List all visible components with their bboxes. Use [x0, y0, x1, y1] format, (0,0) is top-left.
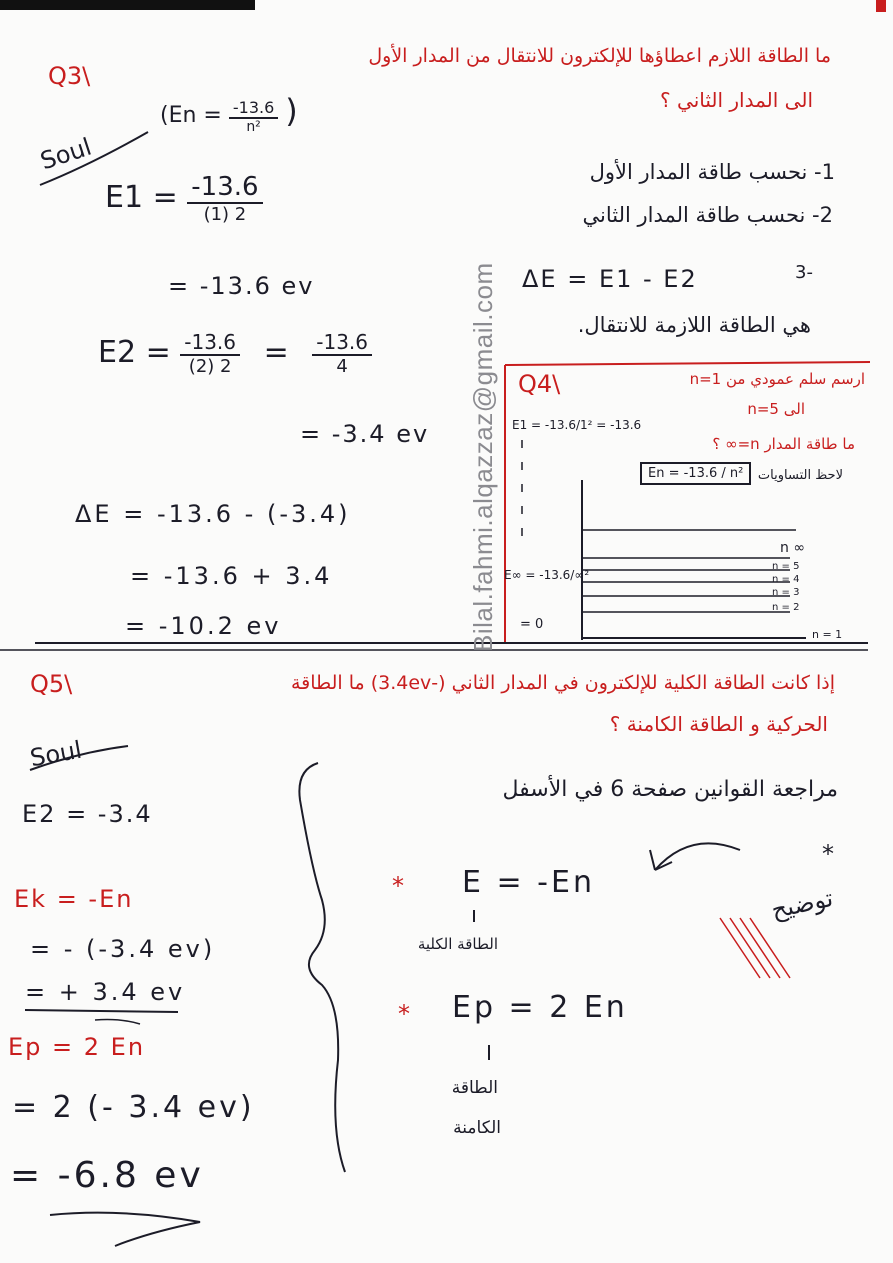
q3-step-1: 1- نحسب طاقة المدار الأول: [589, 160, 835, 184]
e2-den-2: 4: [336, 356, 348, 377]
e1-num: -13.6: [187, 172, 262, 204]
q5-e2-line: E2 = -3.4: [22, 800, 153, 828]
e1-den: (1) 2: [203, 204, 247, 225]
q4-question-line2: الى n=5: [747, 400, 805, 418]
level-label-3: n = 3: [772, 587, 800, 598]
q3-e2-calc: [98, 330, 372, 377]
q4-e-infinity-val: = 0: [520, 617, 544, 632]
e2-fraction: [180, 330, 240, 377]
e2-num: -13.6: [180, 330, 240, 356]
q3-e2-result: = -3.4 ev: [300, 420, 430, 448]
e2-num-2: -13.6: [312, 330, 372, 356]
e2-eq: =: [263, 335, 289, 370]
q5-sol-label: Soul: [27, 735, 84, 773]
level-label-4: n = 4: [772, 574, 800, 585]
q3-step-2: 2- نحسب طاقة المدار الثاني: [582, 203, 833, 227]
q3-label: Q3\: [48, 62, 91, 90]
q3-step-delta: ΔE = E1 - E2: [522, 265, 698, 293]
formula-num: -13.6: [229, 98, 278, 119]
q5-corner-star: *: [822, 840, 834, 868]
q4-question-line1: ارسم سلم عمودي من n=1: [689, 370, 865, 388]
q3-step-3-number: 3-: [795, 262, 813, 283]
q5-law2: Ep = 2 En: [452, 990, 628, 1025]
q3-e1-calc: [105, 172, 263, 225]
q5-law2-label2: الكامنة: [453, 1118, 501, 1138]
e1-lhs: E1 =: [105, 180, 178, 215]
q3-delta-line2: = -13.6 + 3.4: [130, 562, 333, 590]
e1-fraction: [187, 172, 262, 225]
q4-formula-box: En = -13.6 / n²: [640, 462, 751, 485]
q5-law2-star: *: [398, 1000, 410, 1028]
e2-fraction-2: [312, 330, 372, 377]
q5-potential-step: = 2 (- 3.4 ev): [12, 1090, 255, 1125]
q3-sol-label: Soul: [36, 132, 95, 176]
q4-question-line3: ما طاقة المدار n=∞ ؟: [712, 435, 855, 453]
email-watermark: Bilal.fahmi.alqazzaz@gmail.com: [468, 262, 498, 652]
q5-law1-label: الطاقة الكلية: [417, 935, 498, 953]
level-label-inf: n ∞: [780, 540, 805, 556]
q5-law2-label1: الطاقة: [451, 1078, 498, 1098]
formula-den: n²: [246, 118, 261, 135]
q5-potential-result: = -6.8 ev: [10, 1155, 204, 1196]
q5-kinetic-result: = + 3.4 ev: [25, 978, 186, 1006]
level-label-5: n = 5: [772, 561, 800, 572]
q4-e1-equation: E1 = -13.6/1² = -13.6: [512, 418, 642, 432]
q3-general-formula: [160, 92, 298, 135]
q5-explain-label: توضيح: [768, 883, 836, 925]
q3-question-line1: ما الطاقة اللازم اعطاؤها للإلكترون للانتقال من المدار الأول: [368, 45, 831, 67]
q5-law1-star: *: [392, 872, 404, 900]
q5-review-note: مراجعة القوانين صفحة 6 في الأسفل: [502, 777, 838, 802]
q5-question-line2: الحركية و الطاقة الكامنة ؟: [609, 712, 828, 736]
q3-delta-line3: = -10.2 ev: [125, 612, 282, 640]
q4-question-line4: لاحظ التساويات: [757, 468, 843, 483]
q3-e1-result: = -13.6 ev: [168, 272, 315, 300]
q5-kinetic-step: = - (-3.4 ev): [30, 935, 216, 963]
q5-question-line1: إذا كانت الطاقة الكلية للإلكترون في المدار الثاني (-3.4ev) ما الطاقة: [290, 672, 835, 694]
q3-question-line2: الى المدار الثاني ؟: [660, 88, 813, 112]
e2-lhs: E2 =: [98, 335, 171, 370]
q5-kinetic-formula: Ek = -En: [14, 885, 134, 913]
level-label-1: n = 1: [812, 628, 843, 641]
formula-fraction: [229, 98, 278, 135]
q3-delta-line1: ΔE = -13.6 - (-3.4): [75, 500, 351, 528]
q4-e-infinity-eq: E∞ = -13.6/∞²: [504, 568, 590, 582]
q5-label: Q5\: [30, 670, 73, 698]
e2-den: (2) 2: [188, 356, 232, 377]
formula-close: ): [285, 92, 298, 130]
q4-label: Q4\: [518, 370, 561, 398]
q5-potential-formula: Ep = 2 En: [8, 1033, 146, 1061]
q5-law1: E = -En: [462, 865, 595, 900]
level-label-2: n = 2: [772, 602, 800, 613]
formula-lhs: (En =: [160, 103, 222, 128]
q3-step-conclusion: هي الطاقة اللازمة للانتقال.: [577, 313, 811, 337]
